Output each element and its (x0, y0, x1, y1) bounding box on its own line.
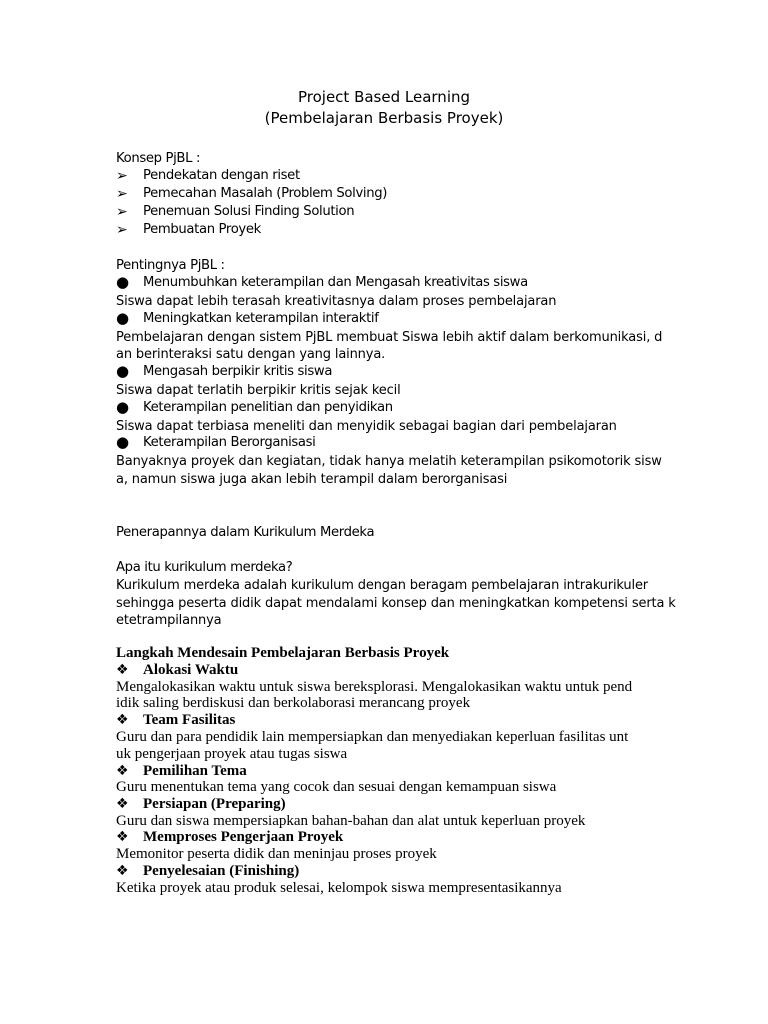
pentingnya-item-title: Keterampilan penelitian dan penyidikan (143, 400, 393, 415)
round-bullet-icon: ● (116, 433, 130, 451)
langkah-item-title: Penyelesaian (Finishing) (143, 863, 300, 879)
langkah-item-desc: idik saling berdiskusi dan berkolaborasi merancang proyek (116, 695, 471, 711)
apa-itu-desc: etetrampilannya (116, 613, 222, 628)
arrow-bullet-icon: ➢ (116, 204, 128, 220)
langkah-item-title: Persiapan (Preparing) (143, 796, 286, 812)
arrow-bullet-icon: ➢ (116, 186, 128, 202)
konsep-item: Penemuan Solusi Finding Solution (143, 204, 355, 219)
langkah-item-desc: Guru dan siswa mempersiapkan bahan-bahan dan alat untuk keperluan proyek (116, 813, 586, 829)
pentingnya-heading: Pentingnya PjBL : (116, 258, 225, 273)
langkah-heading: Langkah Mendesain Pembelajaran Berbasis Proyek (116, 645, 450, 661)
pentingnya-item-title: Menumbuhkan keterampilan dan Mengasah kreativitas siswa (143, 275, 528, 290)
document-subtitle: (Pembelajaran Berbasis Proyek) (264, 109, 504, 127)
pentingnya-item-title: Meningkatkan keterampilan interaktif (143, 311, 379, 326)
pentingnya-item-desc: Siswa dapat terlatih berpikir kritis sejak kecil (116, 383, 401, 398)
diamond-bullet-icon: ❖ (116, 763, 129, 779)
arrow-bullet-icon: ➢ (116, 222, 128, 238)
pentingnya-item-title: Keterampilan Berorganisasi (143, 435, 316, 450)
langkah-item-desc: Ketika proyek atau produk selesai, kelompok siswa mempresentasikannya (116, 880, 562, 896)
konsep-item: Pendekatan dengan riset (143, 168, 300, 183)
langkah-item-desc: uk pengerjaan proyek atau tugas siswa (116, 746, 348, 762)
document-title: Project Based Learning (297, 88, 471, 106)
apa-itu-desc: sehingga peserta didik dapat mendalami konsep dan meningkatkan kompetensi serta k (116, 596, 676, 611)
apa-itu-heading: Apa itu kurikulum merdeka? (116, 560, 293, 575)
penerapan-heading: Penerapannya dalam Kurikulum Merdeka (116, 525, 375, 540)
apa-itu-desc: Kurikulum merdeka adalah kurikulum dengan beragam pembelajaran intrakurikuler (116, 578, 649, 593)
pentingnya-item-desc: Pembelajaran dengan sistem PjBL membuat Siswa lebih aktif dalam berkomunikasi, d (116, 330, 663, 345)
pentingnya-item-desc: Banyaknya proyek dan kegiatan, tidak hanya melatih keterampilan psikomotorik sisw (116, 454, 662, 469)
pentingnya-item-desc: Siswa dapat terbiasa meneliti dan menyidik sebagai bagian dari pembelajaran (116, 419, 617, 434)
konsep-item: Pemecahan Masalah (Problem Solving) (143, 186, 388, 201)
round-bullet-icon: ● (116, 309, 130, 327)
pentingnya-item-desc: Siswa dapat lebih terasah kreativitasnya dalam proses pembelajaran (116, 294, 557, 309)
arrow-bullet-icon: ➢ (116, 168, 128, 184)
langkah-item-desc: Guru dan para pendidik lain mempersiapkan dan menyediakan keperluan fasilitas unt (116, 729, 629, 745)
round-bullet-icon: ● (116, 273, 130, 291)
langkah-item-title: Memproses Pengerjaan Proyek (143, 829, 344, 845)
pentingnya-item-title: Mengasah berpikir kritis siswa (143, 364, 333, 379)
diamond-bullet-icon: ❖ (116, 712, 129, 728)
langkah-item-title: Pemilihan Tema (143, 763, 247, 779)
diamond-bullet-icon: ❖ (116, 829, 129, 845)
langkah-item-desc: Memonitor peserta didik dan meninjau proses proyek (116, 846, 437, 862)
round-bullet-icon: ● (116, 362, 130, 380)
langkah-item-title: Team Fasilitas (143, 712, 236, 728)
langkah-item-desc: Guru menentukan tema yang cocok dan sesuai dengan kemampuan siswa (116, 779, 557, 795)
pentingnya-item-desc: an berinteraksi satu dengan yang lainnya. (116, 347, 386, 362)
pentingnya-item-desc: a, namun siswa juga akan lebih terampil dalam berorganisasi (116, 472, 508, 487)
diamond-bullet-icon: ❖ (116, 863, 129, 879)
konsep-item: Pembuatan Proyek (143, 222, 261, 237)
diamond-bullet-icon: ❖ (116, 662, 129, 678)
round-bullet-icon: ● (116, 398, 130, 416)
langkah-item-desc: Mengalokasikan waktu untuk siswa bereksplorasi. Mengalokasikan waktu untuk pend (116, 679, 633, 695)
konsep-heading: Konsep PjBL : (116, 151, 201, 166)
langkah-item-title: Alokasi Waktu (143, 662, 239, 678)
diamond-bullet-icon: ❖ (116, 796, 129, 812)
